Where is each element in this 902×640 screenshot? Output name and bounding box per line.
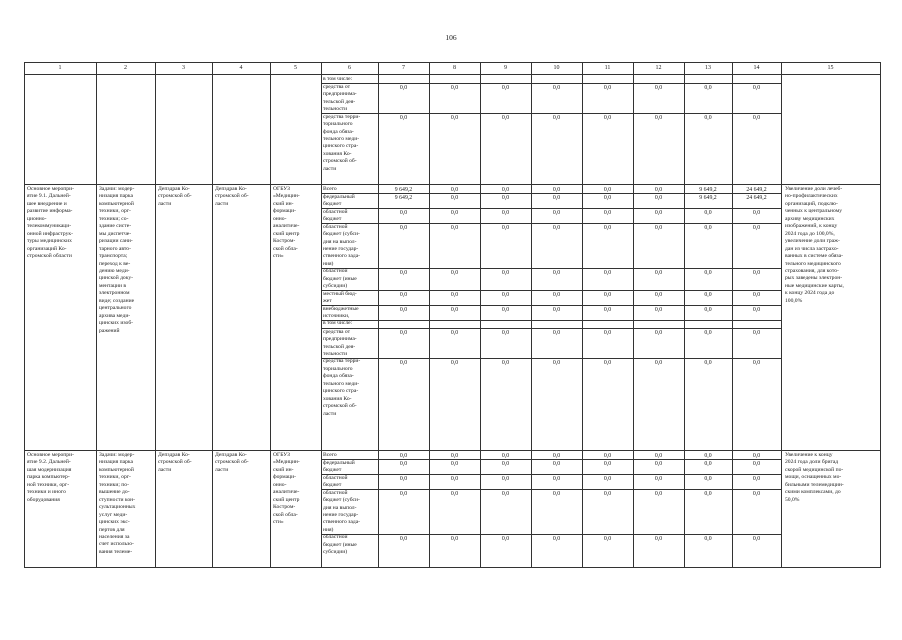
- activity-coexecutor: Депздрав Ко- стромской об- ласти: [215, 452, 249, 473]
- funding-value: 0,0: [399, 306, 408, 313]
- funding-value: 9 649,2: [394, 195, 413, 202]
- funding-value: 0,0: [704, 359, 712, 366]
- funding-value: 0,0: [501, 359, 510, 366]
- funding-value: 0,0: [552, 359, 561, 366]
- funding-value: 0,0: [450, 453, 459, 459]
- funding-value: 0,0: [399, 491, 408, 497]
- funding-value: 0,0: [450, 85, 459, 92]
- funding-value: 0,0: [501, 476, 510, 483]
- row-border: [24, 184, 881, 185]
- page-number: 106: [445, 33, 457, 42]
- column-header: 2: [124, 65, 127, 71]
- funding-value: 0,0: [450, 115, 459, 121]
- activity-participant: ОГБУЗ «Медицин- ский ин- формаци- онно- аналитиче- ский центр Костром- ской обла- сти»: [273, 452, 300, 526]
- funding-value: 0,0: [704, 330, 712, 337]
- funding-value: 0,0: [752, 85, 761, 92]
- activity-name: Основное меропри- ятие 9.1. Дальней- шее внедрение и развитие информа- ционно- телекоммуникаци- онной инфраструк- туры медицинских организаций Ко- стромской области: [27, 186, 74, 260]
- row-border: [321, 268, 781, 269]
- activity-executor: Депздрав Ко- стромской об- ласти: [158, 452, 192, 473]
- funding-source-label: областной бюджет: [323, 208, 348, 223]
- funding-value: 0,0: [399, 476, 408, 483]
- column-header: 14: [753, 65, 760, 71]
- column-border: [270, 62, 271, 568]
- funding-value: 9 649,2: [699, 187, 717, 193]
- funding-value: 0,0: [654, 225, 663, 231]
- row-border: [321, 459, 781, 460]
- activity-task: Задачи: модер- низация парка компьютерной техники, орг- техники; со- здание систе- мы диспетче- ризации сани- тарного авто- транспорта; переход к ве- дению меди- цинской доку- ментации в электронном виде; создание центрального архива меди- цинских изоб- ражений: [99, 186, 135, 334]
- funding-value: 0,0: [654, 491, 663, 497]
- funding-value: 0,0: [552, 535, 561, 542]
- funding-value: 0,0: [654, 85, 663, 92]
- funding-value: 0,0: [603, 210, 612, 217]
- funding-source-label: областной бюджет: [323, 474, 348, 489]
- funding-value: 0,0: [654, 115, 663, 121]
- funding-value: 0,0: [501, 535, 510, 542]
- funding-value: 0,0: [450, 225, 459, 231]
- funding-value: 0,0: [501, 461, 510, 468]
- funding-value: 24 649,2: [746, 187, 767, 193]
- funding-value: 0,0: [603, 461, 612, 468]
- column-header: 1: [58, 65, 62, 71]
- funding-value: 0,0: [450, 269, 459, 276]
- funding-value: 0,0: [654, 476, 663, 483]
- funding-value: 0,0: [552, 306, 561, 313]
- funding-value: 0,0: [501, 330, 510, 337]
- funding-value: 0,0: [552, 85, 561, 92]
- activity-participant: ОГБУЗ «Медицин- ский ин- формаци- онно- аналитиче- ский центр Костром- ской обла- сти»: [273, 186, 300, 260]
- funding-value: 0,0: [654, 535, 663, 542]
- funding-value: 0,0: [399, 359, 408, 366]
- funding-value: 0,0: [752, 292, 761, 299]
- funding-value: 0,0: [501, 292, 510, 299]
- funding-value: 0,0: [552, 195, 561, 202]
- funding-value: 0,0: [450, 306, 459, 313]
- funding-value: 0,0: [399, 330, 408, 337]
- row-border: [321, 328, 781, 329]
- funding-value: 0,0: [704, 453, 712, 459]
- funding-value: 0,0: [450, 195, 459, 202]
- row-border: [24, 62, 881, 63]
- funding-value: 0,0: [654, 306, 663, 313]
- funding-source-label: федеральный бюджет: [323, 459, 355, 474]
- column-header: 5: [294, 65, 297, 71]
- funding-value: 0,0: [552, 330, 561, 337]
- funding-value: 0,0: [603, 306, 612, 313]
- column-header: 13: [705, 65, 711, 71]
- funding-value: 0,0: [501, 225, 510, 231]
- funding-value: 0,0: [603, 292, 612, 299]
- funding-source-label: областной бюджет (субси- дия на выпол- нение государ- ственного зада- ния): [323, 223, 361, 267]
- funding-value: 0,0: [704, 535, 712, 542]
- funding-value: 0,0: [450, 476, 459, 483]
- funding-value: 0,0: [399, 535, 408, 542]
- funding-value: 0,0: [552, 269, 561, 276]
- funding-value: 0,0: [552, 292, 561, 299]
- funding-value: 0,0: [654, 359, 663, 366]
- funding-value: 0,0: [603, 269, 612, 276]
- funding-value: 0,0: [752, 476, 761, 483]
- column-border: [321, 62, 322, 568]
- funding-value: 0,0: [450, 461, 459, 468]
- row-border: [321, 489, 781, 490]
- funding-value: 9 649,2: [699, 195, 717, 202]
- funding-value: 0,0: [501, 210, 510, 217]
- row-border: [321, 193, 781, 194]
- funding-value: 0,0: [501, 306, 510, 313]
- funding-value: 0,0: [552, 187, 561, 193]
- funding-value: 0,0: [501, 491, 510, 497]
- funding-source-label: областной бюджет (иные субсидии): [323, 268, 357, 290]
- funding-value: 0,0: [501, 187, 510, 193]
- activity-coexecutor: Депздрав Ко- стромской об- ласти: [215, 186, 249, 207]
- funding-value: 0,0: [603, 195, 612, 202]
- funding-value: 0,0: [552, 225, 561, 231]
- column-header: 10: [553, 65, 560, 71]
- funding-value: 0,0: [704, 461, 712, 468]
- funding-value: 0,0: [603, 115, 612, 121]
- funding-source-label: федеральный бюджет: [323, 193, 355, 208]
- funding-value: 0,0: [752, 210, 761, 217]
- column-header: 6: [348, 65, 351, 71]
- funding-value: 0,0: [603, 535, 612, 542]
- funding-value: 0,0: [654, 461, 663, 468]
- funding-value: 0,0: [399, 461, 408, 468]
- funding-value: 0,0: [603, 330, 612, 337]
- funding-value: 0,0: [654, 269, 663, 276]
- funding-value: 0,0: [704, 269, 712, 276]
- column-border: [96, 62, 97, 568]
- funding-value: 0,0: [399, 225, 408, 231]
- row-border: [321, 358, 781, 359]
- funding-value: 0,0: [501, 115, 510, 121]
- funding-value: 9 649,2: [394, 187, 413, 193]
- funding-source-label: средства терри- ториального фонда обяза- тельного меди- цинского стра- хования Ко- стромской об- ласти: [323, 113, 361, 172]
- funding-source-label: Всего: [323, 185, 337, 192]
- funding-source-label: областной бюджет (субси- дия на выпол- нение государ- ственного зада- ния): [323, 489, 361, 533]
- funding-value: 0,0: [704, 306, 712, 313]
- funding-value: 0,0: [752, 453, 761, 459]
- funding-source-label: в том числе:: [323, 75, 353, 82]
- row-border: [321, 305, 781, 306]
- funding-value: 0,0: [501, 195, 510, 202]
- funding-value: 0,0: [752, 330, 761, 337]
- funding-value: 0,0: [704, 292, 712, 299]
- row-border: [321, 534, 781, 535]
- funding-value: 0,0: [603, 225, 612, 231]
- funding-value: 0,0: [752, 359, 761, 366]
- funding-value: 0,0: [704, 476, 712, 483]
- column-header: 12: [655, 65, 662, 71]
- funding-value: 0,0: [501, 85, 510, 92]
- funding-source-label: средства терри- ториального фонда обяза- тельного меди- цинского стра- хования Ко- стромской об- ласти: [323, 358, 361, 417]
- funding-value: 0,0: [603, 453, 612, 459]
- funding-value: 0,0: [603, 85, 612, 92]
- activity-executor: Депздрав Ко- стромской об- ласти: [158, 186, 192, 207]
- funding-value: 0,0: [450, 210, 459, 217]
- column-border: [781, 62, 782, 568]
- funding-source-label: местный бюд- жет: [323, 290, 357, 305]
- funding-value: 0,0: [552, 461, 561, 468]
- column-header: 7: [402, 65, 405, 71]
- column-header: 15: [827, 65, 834, 71]
- funding-value: 0,0: [552, 476, 561, 483]
- funding-value: 0,0: [501, 453, 510, 459]
- funding-value: 0,0: [654, 453, 663, 459]
- funding-value: 0,0: [501, 269, 510, 276]
- column-header: 3: [182, 65, 185, 71]
- row-border: [321, 83, 781, 84]
- funding-value: 0,0: [450, 187, 459, 193]
- funding-value: 0,0: [450, 330, 459, 337]
- funding-value: 24 649,2: [746, 195, 767, 202]
- funding-value: 0,0: [704, 85, 712, 92]
- row-border: [321, 223, 781, 224]
- row-border: [321, 474, 781, 475]
- column-header: 11: [604, 65, 611, 71]
- funding-value: 0,0: [752, 535, 761, 542]
- funding-value: 0,0: [552, 453, 561, 459]
- funding-value: 0,0: [603, 476, 612, 483]
- funding-value: 0,0: [752, 491, 761, 497]
- activity-result: Увеличение к концу 2024 года доли бригад скорой медицинской по- мощи, оснащенных мо- бильными телемедицин- скими комплексами, до 50,0%: [785, 452, 844, 503]
- funding-value: 0,0: [654, 330, 663, 337]
- funding-value: 0,0: [603, 187, 612, 193]
- row-border: [24, 74, 881, 75]
- funding-value: 0,0: [399, 210, 408, 217]
- funding-value: 0,0: [704, 225, 712, 231]
- row-border: [321, 320, 781, 321]
- activity-name: Основное меропри- ятие 9.2. Дальней- шая модернизация парка компьютер- ной техники, орг- техники и иного оборудования: [27, 452, 74, 503]
- funding-value: 0,0: [752, 306, 761, 313]
- activity-task: Задачи: модер- низация парка компьютерной техники, орг- техники; по- вышение до- ступности кон- сультационных услуг меди- цинских экс- пертов для населения за счет использо- вания телеме-: [99, 452, 136, 555]
- funding-value: 0,0: [399, 292, 408, 299]
- funding-value: 0,0: [752, 269, 761, 276]
- funding-value: 0,0: [399, 269, 408, 276]
- funding-value: 0,0: [399, 453, 408, 459]
- column-header: 9: [504, 65, 507, 71]
- funding-value: 0,0: [552, 115, 561, 121]
- funding-source-label: средства от предпринима- тельской дея- тельности: [323, 328, 357, 357]
- row-border: [321, 113, 781, 114]
- funding-value: 0,0: [704, 491, 712, 497]
- row-border: [24, 450, 881, 451]
- funding-value: 0,0: [399, 115, 408, 121]
- funding-value: 0,0: [450, 491, 459, 497]
- column-header: 8: [453, 65, 456, 71]
- funding-value: 0,0: [704, 115, 712, 121]
- row-border: [24, 567, 881, 568]
- funding-value: 0,0: [450, 535, 459, 542]
- column-border: [212, 62, 213, 568]
- funding-source-label: Всего: [323, 451, 337, 458]
- activity-result: Увеличение доли лечеб- но-профилактических организаций, подклю- ченных к центральному архиву медицинских изображений, к концу 2024 года до 100,0%, увеличение доли граж- дан из числа застрахо- ванных в системе обяза- тельного медицинского страхования, для кото- рых заведены электрон- ные медицинские карты, к концу 2024 года до 100,0%: [785, 186, 844, 304]
- funding-value: 0,0: [752, 225, 761, 231]
- funding-source-label: средства от предпринима- тельской дея- тельности: [323, 83, 357, 113]
- column-header: 4: [239, 65, 243, 71]
- funding-value: 0,0: [552, 210, 561, 217]
- funding-value: 0,0: [752, 461, 761, 468]
- funding-source-label: внебюджетные источники,: [323, 305, 359, 319]
- funding-value: 0,0: [450, 359, 459, 366]
- row-border: [321, 208, 781, 209]
- column-border: [24, 62, 25, 568]
- funding-value: 0,0: [603, 359, 612, 366]
- funding-value: 0,0: [552, 491, 561, 497]
- funding-source-label: областной бюджет (иные субсидии): [323, 534, 357, 556]
- funding-value: 0,0: [654, 187, 663, 193]
- funding-value: 0,0: [450, 292, 459, 299]
- row-border: [321, 290, 781, 291]
- funding-value: 0,0: [654, 210, 663, 217]
- column-border: [155, 62, 156, 568]
- funding-value: 0,0: [654, 195, 663, 202]
- funding-source-label: в том числе:: [323, 320, 353, 327]
- funding-value: 0,0: [603, 491, 612, 497]
- column-border: [880, 62, 881, 568]
- funding-value: 0,0: [704, 210, 712, 217]
- funding-value: 0,0: [752, 115, 761, 121]
- funding-value: 0,0: [654, 292, 663, 299]
- funding-value: 0,0: [399, 85, 408, 92]
